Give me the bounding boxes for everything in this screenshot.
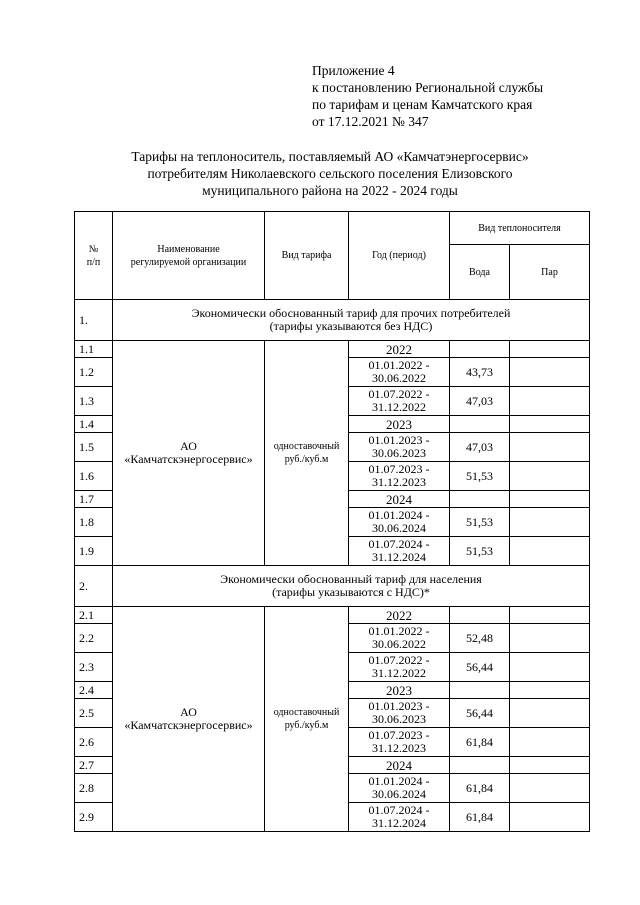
appendix-line: от 17.12.2021 № 347 [312, 114, 429, 129]
water-value: 51,53 [450, 508, 510, 537]
steam-value [510, 537, 590, 566]
header-number [75, 212, 113, 300]
period-end: 30.06.2023 [372, 712, 426, 726]
water-value: 51,53 [450, 537, 510, 566]
period-start: 01.07.2022 - [368, 653, 430, 667]
row-number: 1.2 [75, 358, 113, 387]
row-number: 1.4 [75, 416, 113, 433]
period-end: 30.06.2024 [372, 787, 426, 801]
year-cell: 2023 [349, 416, 450, 433]
water-value: 61,84 [450, 803, 510, 832]
row-number: 1.8 [75, 508, 113, 537]
section-number: 2. [75, 566, 113, 607]
period-start: 01.01.2022 - [368, 358, 430, 372]
appendix-line: к постановлению Региональной службы [312, 80, 544, 95]
table-row [75, 607, 590, 624]
period-cell [349, 462, 450, 491]
organization-name-line: «Камчатскэнергосервис» [124, 452, 253, 466]
section-title-line: (тарифы указываются с НДС)* [272, 585, 430, 599]
section-title-line: Экономически обоснованный тариф для прочих потребителей [191, 306, 511, 320]
water-value: 47,03 [450, 387, 510, 416]
appendix-header [312, 62, 612, 130]
period-end: 31.12.2023 [372, 741, 426, 755]
period-cell [349, 653, 450, 682]
period-cell [349, 803, 450, 832]
row-number: 2.5 [75, 699, 113, 728]
period-start: 01.07.2023 - [368, 462, 430, 476]
organization-name [113, 341, 265, 566]
period-start: 01.07.2022 - [368, 387, 430, 401]
water-value [450, 341, 510, 358]
header-row [75, 212, 590, 245]
steam-value [510, 699, 590, 728]
year-cell: 2022 [349, 607, 450, 624]
title-line: Тарифы на теплоноситель, поставляемый АО «Камчатэнергосервис» [131, 149, 529, 164]
section-title [113, 566, 590, 607]
row-number: 1.6 [75, 462, 113, 491]
steam-value [510, 508, 590, 537]
row-number: 1.3 [75, 387, 113, 416]
period-cell [349, 358, 450, 387]
water-value [450, 607, 510, 624]
water-value: 56,44 [450, 653, 510, 682]
water-value [450, 491, 510, 508]
water-value: 52,48 [450, 624, 510, 653]
period-start: 01.01.2023 - [368, 699, 430, 713]
period-end: 31.12.2024 [372, 816, 426, 830]
document-title [60, 148, 600, 199]
header-organization-line: Наименование [157, 243, 220, 255]
year-cell: 2023 [349, 682, 450, 699]
row-number: 2.9 [75, 803, 113, 832]
organization-name-line: АО [180, 705, 197, 719]
row-number: 1.1 [75, 341, 113, 358]
tariff-type [265, 341, 349, 566]
steam-value [510, 491, 590, 508]
period-end: 30.06.2023 [372, 446, 426, 460]
title-line: потребителям Николаевского сельского поселения Елизовского [147, 166, 513, 181]
row-number: 2.7 [75, 757, 113, 774]
water-value [450, 416, 510, 433]
water-value [450, 682, 510, 699]
period-end: 30.06.2022 [372, 371, 426, 385]
steam-value [510, 774, 590, 803]
water-value: 51,53 [450, 462, 510, 491]
period-start: 01.07.2024 - [368, 803, 430, 817]
steam-value [510, 416, 590, 433]
section-title-line: Экономически обоснованный тариф для населения [220, 572, 482, 586]
period-end: 30.06.2022 [372, 637, 426, 651]
water-value [450, 757, 510, 774]
steam-value [510, 653, 590, 682]
tariff-table [74, 211, 590, 832]
steam-value [510, 803, 590, 832]
year-cell: 2024 [349, 491, 450, 508]
period-start: 01.07.2024 - [368, 537, 430, 551]
period-cell [349, 433, 450, 462]
table-row [75, 341, 590, 358]
steam-value [510, 607, 590, 624]
appendix-line: по тарифам и ценам Камчатского края [312, 97, 533, 112]
steam-value [510, 757, 590, 774]
header-steam: Пар [510, 245, 590, 300]
header-tariff-type: Вид тарифа [265, 212, 349, 300]
water-value: 61,84 [450, 774, 510, 803]
period-start: 01.01.2022 - [368, 624, 430, 638]
period-cell [349, 774, 450, 803]
row-number: 2.2 [75, 624, 113, 653]
period-cell [349, 508, 450, 537]
row-number: 2.4 [75, 682, 113, 699]
section-row [75, 566, 590, 607]
row-number: 2.1 [75, 607, 113, 624]
header-organization-line: регулируемой организации [130, 256, 247, 268]
period-start: 01.01.2023 - [368, 433, 430, 447]
period-cell [349, 387, 450, 416]
tariff-type-line: одноставочный [273, 441, 340, 452]
steam-value [510, 462, 590, 491]
tariff-type-line: руб./куб.м [284, 454, 329, 465]
period-end: 31.12.2023 [372, 475, 426, 489]
section-title [113, 300, 590, 341]
steam-value [510, 682, 590, 699]
steam-value [510, 387, 590, 416]
year-cell: 2024 [349, 757, 450, 774]
section-number: 1. [75, 300, 113, 341]
tariff-type-line: руб./куб.м [284, 720, 329, 731]
header-period: Год (период) [349, 212, 450, 300]
steam-value [510, 728, 590, 757]
period-cell [349, 624, 450, 653]
steam-value [510, 624, 590, 653]
steam-value [510, 358, 590, 387]
period-start: 01.07.2023 - [368, 728, 430, 742]
period-cell [349, 728, 450, 757]
steam-value [510, 433, 590, 462]
organization-name-line: «Камчатскэнергосервис» [124, 718, 253, 732]
organization-name [113, 607, 265, 832]
water-value: 47,03 [450, 433, 510, 462]
tariff-type-line: одноставочный [273, 707, 340, 718]
row-number: 2.8 [75, 774, 113, 803]
row-number: 1.9 [75, 537, 113, 566]
row-number: 1.5 [75, 433, 113, 462]
appendix-line: Приложение 4 [312, 63, 395, 78]
row-number: 2.3 [75, 653, 113, 682]
row-number: 1.7 [75, 491, 113, 508]
title-line: муниципального района на 2022 - 2024 годы [202, 183, 458, 198]
header-carrier: Вид теплоносителя [450, 212, 590, 245]
header-water: Вода [450, 245, 510, 300]
water-value: 43,73 [450, 358, 510, 387]
period-start: 01.01.2024 - [368, 774, 430, 788]
water-value: 56,44 [450, 699, 510, 728]
header-number-line: № [88, 243, 99, 255]
period-cell [349, 699, 450, 728]
period-end: 31.12.2024 [372, 550, 426, 564]
period-end: 30.06.2024 [372, 521, 426, 535]
year-cell: 2022 [349, 341, 450, 358]
water-value: 61,84 [450, 728, 510, 757]
header-organization [113, 212, 265, 300]
period-end: 31.12.2022 [372, 400, 426, 414]
organization-name-line: АО [180, 439, 197, 453]
period-cell [349, 537, 450, 566]
steam-value [510, 341, 590, 358]
period-end: 31.12.2022 [372, 666, 426, 680]
header-number-line: п/п [86, 256, 101, 268]
row-number: 2.6 [75, 728, 113, 757]
section-row [75, 300, 590, 341]
tariff-type [265, 607, 349, 832]
section-title-line: (тарифы указываются без НДС) [269, 319, 433, 333]
period-start: 01.01.2024 - [368, 508, 430, 522]
